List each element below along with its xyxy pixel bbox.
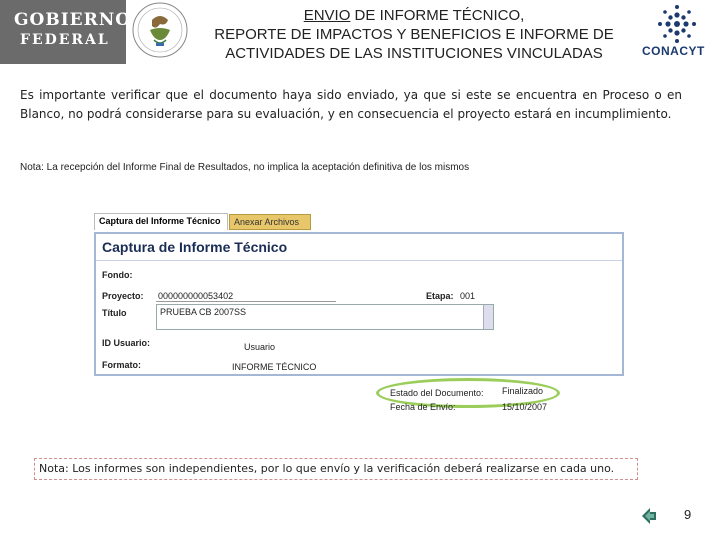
etapa-label: Etapa: [426, 291, 454, 301]
mexican-eagle-seal-icon [130, 0, 190, 60]
conacyt-logo [638, 4, 716, 62]
logo-line2: FEDERAL [20, 32, 110, 48]
note-bottom: Nota: Los informes son independientes, por lo que envío y la verificación deberá realizarse en cada uno. [34, 458, 638, 480]
proyecto-value: 000000000053402 [158, 291, 234, 301]
titulo-value: PRUEBA CB 2007SS [160, 307, 247, 317]
logo-line1: GOBIERNO [14, 10, 132, 30]
estado-label: Estado del Documento: [390, 388, 484, 398]
titulo-label: Título [102, 308, 127, 318]
note-top: Nota: La recepción del Informe Final de Resultados, no implica la aceptación definitiva de los mismos [20, 162, 470, 173]
idusuario-label: ID Usuario: [102, 338, 151, 348]
fondo-label: Fondo: [102, 270, 133, 280]
title-envio: ENVIO [303, 7, 351, 24]
conacyt-logo-icon [638, 4, 716, 44]
title-line3: ACTIVIDADES DE LAS INSTITUCIONES VINCULADAS [225, 45, 603, 62]
tab-anexar[interactable]: Anexar Archivos [229, 214, 311, 230]
proyecto-label: Proyecto: [102, 291, 144, 301]
page-title [190, 6, 638, 63]
gobierno-federal-logo [0, 0, 132, 64]
titulo-scrollbar[interactable] [483, 305, 493, 329]
etapa-value: 001 [460, 291, 476, 301]
usuario-value: Usuario [244, 342, 276, 352]
formato-value: INFORME TÉCNICO [232, 362, 317, 372]
panel-divider [96, 260, 622, 261]
estado-value: Finalizado [502, 386, 544, 396]
proyecto-field[interactable] [156, 290, 336, 302]
intro-paragraph: Es importante verificar que el documento haya sido enviado, ya que si este se encuentra en Proceso o en Blanco, no podrá considerarse para su evaluación, y en consecuencia el proyecto estará en incumplimiento. [20, 88, 682, 121]
panel-title: Captura de Informe Técnico [102, 239, 288, 255]
conacyt-label: CONACYT [642, 44, 705, 58]
back-arrow-icon[interactable] [640, 506, 658, 526]
page-number: 9 [684, 507, 692, 522]
titulo-textarea[interactable] [156, 304, 494, 330]
title-line1-rest: DE INFORME TÉCNICO, [350, 7, 525, 24]
fecha-label: Fecha de Envío: [390, 402, 456, 412]
title-line2: REPORTE DE IMPACTOS Y BENEFICIOS E INFORME DE [214, 26, 614, 43]
formato-label: Formato: [102, 360, 141, 370]
captura-panel [94, 232, 624, 376]
tab-captura[interactable]: Captura del Informe Técnico [94, 213, 228, 230]
fecha-value: 15/10/2007 [502, 402, 548, 412]
